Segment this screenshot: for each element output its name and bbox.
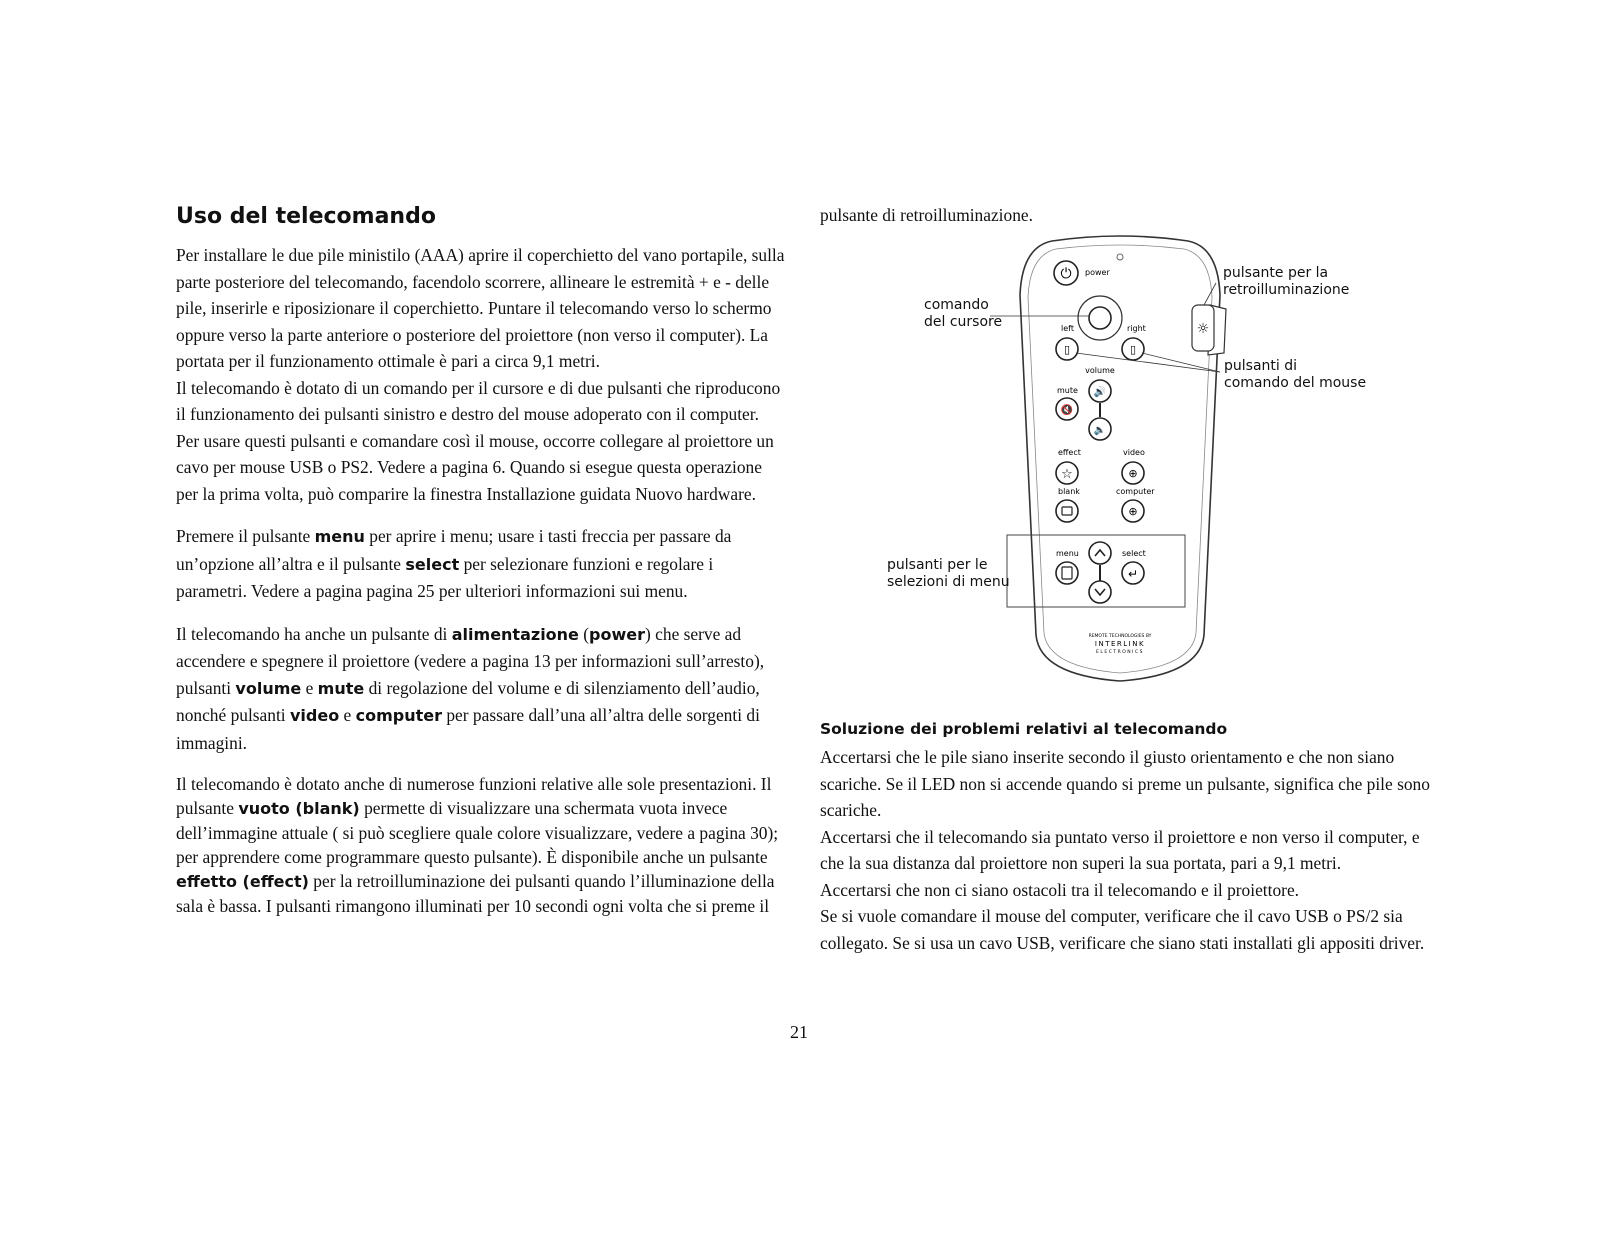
callout-mouse: pulsanti di comando del mouse: [1224, 358, 1367, 391]
star-icon: ☆: [1061, 467, 1073, 482]
term-effect: effetto (effect): [176, 872, 309, 891]
term-select: select: [405, 554, 460, 574]
section-heading: Uso del telecomando: [176, 204, 436, 229]
troubleshooting-text: [820, 744, 1430, 956]
video-source-icon: ⊕: [1128, 467, 1138, 480]
continuation-text: pulsante di retroilluminazione.: [820, 205, 1033, 225]
page-number: 21: [790, 1022, 808, 1042]
brand-line1: REMOTE TECHNOLOGIES BY: [1088, 634, 1152, 639]
enter-icon: ↵: [1127, 567, 1139, 581]
up-arrow-button[interactable]: [1089, 542, 1111, 564]
left-column: [176, 242, 786, 918]
menu-button[interactable]: [1056, 562, 1078, 584]
label-mute: mute: [1057, 386, 1078, 395]
term-alimentazione: alimentazione: [451, 624, 579, 644]
label-left: left: [1061, 324, 1074, 333]
troubleshooting-heading: Soluzione dei problemi relativi al telecomando: [820, 720, 1228, 738]
bulb-icon: ☼: [1196, 321, 1210, 337]
trouble-item: Accertarsi che le pile siano inserite secondo il giusto orientamento e che non siano scariche. Se il LED non si accende quando si preme un pulsante, significa che pile sono scariche.: [820, 747, 1430, 820]
cursor-center[interactable]: [1089, 307, 1111, 329]
power-icon: ⏻: [1060, 266, 1072, 282]
down-arrow-button[interactable]: [1089, 581, 1111, 603]
label-menu: menu: [1056, 549, 1079, 558]
mouse-right-icon: ▯: [1129, 343, 1137, 356]
paragraph-mouse: Il telecomando è dotato di un comando per il cursore e di due pulsanti che riproducono il funzionamento dei pulsanti sinistro e destro del mouse adoperato con il computer. Per usare questi pulsanti e comandare così il mouse, occorre collegare al proiettore un cavo per mouse USB o PS2. Vedere a pagina 6. Quando si esegue questa operazione per la prima volta, può comparire la finestra Installazione guidata Nuovo hardware.: [176, 377, 781, 504]
paragraph-power: Il telecomando ha anche un pulsante di alimentazione (power) che serve ad accendere e spegnere il proiettore (vedere a pagina 13 per informazioni sull’arresto), pulsanti volume e mute di regolazione del volume e di silenziamento dell’audio, nonché pulsanti video e computer per passare dall’una all’altra delle sorgenti di immagini.: [176, 623, 765, 753]
term-power: power: [589, 624, 646, 644]
remote-diagram: [820, 235, 1420, 695]
label-computer: computer: [1116, 487, 1155, 496]
mouse-left-icon: ▯: [1063, 343, 1071, 356]
term-blank: vuoto (blank): [238, 799, 360, 818]
trouble-item: Accertarsi che non ci siano ostacoli tra il telecomando e il proiettore.: [820, 879, 1300, 900]
paragraph-presentation: Il telecomando è dotato anche di numerose funzioni relative alle sole presentazioni. Il pulsante vuoto (blank) permette di visualizzare una schermata vuota invece dell’immagine attuale ( si può scegliere quale colore visualizzare, vedere a pagina 30); per apprendere come programmare questo pulsante). È disponibile anche un pulsante effetto (effect) per la retroilluminazione dei pulsanti quando l’illuminazione della sala è bassa. I pulsanti rimangono illuminati per 10 secondi ogni volta che si preme il: [176, 774, 779, 916]
label-video: video: [1123, 448, 1145, 457]
blank-button[interactable]: [1056, 500, 1078, 522]
label-power: power: [1085, 268, 1110, 277]
remote-body: [1020, 236, 1220, 681]
volume-up-icon: 🔊: [1093, 387, 1107, 398]
label-right: right: [1127, 324, 1146, 333]
mute-icon: 🔇: [1060, 405, 1074, 416]
label-effect: effect: [1058, 448, 1081, 457]
paragraph-batteries: Per installare le due pile ministilo (AAA) aprire il coperchietto del vano portapile, sulla parte posteriore del telecomando, facendolo scorrere, allineare le estremità + e - delle pile, inserirle e riposizionare il coperchietto. Puntare il telecomando verso lo schermo oppure verso la parte anteriore o posteriore del proiettore (non verso il computer). La portata per il funzionamento ottimale è pari a circa 9,1 metri.: [176, 245, 785, 371]
callout-menu: pulsanti per le selezioni di menu: [887, 557, 1010, 590]
trouble-item: Accertarsi che il telecomando sia puntato verso il proiettore e non verso il computer, e che la sua distanza dal proiettore non superi la sua portata, pari a 9,1 metri.: [820, 826, 1420, 873]
label-volume: volume: [1085, 366, 1115, 375]
term-computer: computer: [355, 706, 443, 725]
term-menu: menu: [314, 527, 365, 546]
remote-figure: [820, 235, 1420, 695]
term-volume: volume: [235, 678, 302, 698]
term-mute: mute: [317, 678, 365, 698]
volume-down-icon: 🔈: [1093, 425, 1107, 436]
computer-source-icon: ⊕: [1128, 505, 1138, 518]
term-video: video: [289, 706, 340, 725]
label-select: select: [1122, 549, 1146, 558]
trouble-item: Se si vuole comandare il mouse del computer, verificare che il cavo USB o PS/2 sia collegato. Se si usa un cavo USB, verificare che siano stati installati gli appositi driver.: [820, 906, 1425, 953]
callout-backlight: pulsante per la retroilluminazione: [1223, 265, 1350, 298]
paragraph-menu: Premere il pulsante menu per aprire i menu; usare i tasti freccia per passare da un’opzione all’altra e il pulsante select per selezionare funzioni e regolare i parametri. Vedere a pagina pagina 25 per ulteriori informazioni sui menu.: [176, 526, 732, 601]
callout-cursor: comando del cursore: [924, 297, 1003, 330]
brand-line3: ELECTRONICS: [1096, 650, 1144, 655]
brand-line2: INTERLINK: [1094, 640, 1146, 648]
label-blank: blank: [1058, 487, 1080, 496]
